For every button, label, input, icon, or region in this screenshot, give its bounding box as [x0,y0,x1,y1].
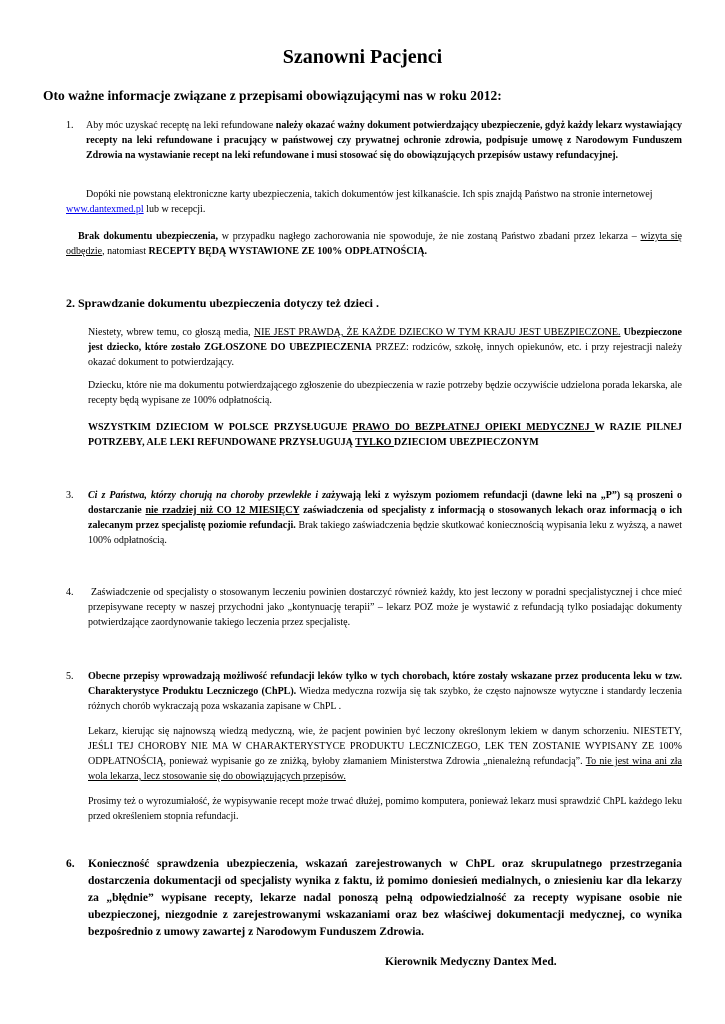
section-3-bold-text: żywają leki z wyższym poziomem refundacji (dawne leki na „P”) są proszeni o dostarczanie [88,490,682,516]
section-2-registration-text: PRZEZ: rodziców, szkołę, innych opiekunów, etc. i przy rejestracji należy okazać dokument to potwierdzający. [88,342,682,368]
section-1-emergency-text: w przypadku nagłego zachorowania nie spowoduje, że nie zostaną Państwo zbadani przez lekarza – [218,231,641,242]
signature: Kierownik Medyczny Dantex Med. [385,956,557,968]
section-5-paragraph-3: Prosimy też o wyrozumiałość, że wypisywanie recept może trwać dłużej, pomimo komputera, ponieważ lekarz musi sprawdzić ChPL każdego leku przed określeniem stopnia refundacji. [88,796,682,822]
section-3-bold-text-2: zaświadczenia od specjalisty z informacją o stosowanych lekach oraz informacją o ich zalecanym przez specjalistę poziomie refundacji. [88,505,683,531]
section-1-documents-text: Dopóki nie powstaną elektroniczne karty ubezpieczenia, takich dokumentów jest kilkanaście. Ich spis znajdą Państwo na stronie internetowej [86,189,653,200]
section-2-paragraph-3 [88,420,682,450]
section-6-number: 6. [66,858,75,870]
section-5-doctor-text: Lekarz, kierując się najnowszą wiedzą medyczną, wie, że pacjent powinien być leczony określonym lekiem w danym schorzeniu. NIESTETY, JEŚLI TEJ CHOROBY NIE MA W CHARAKTERYSTYCE PRODUKTU LECZNICZEGO, LEK TEN ZOSTANIE WYPISANY ZE 100% ODPŁATNOŚCIĄ, ponieważ wypisanie go ze zniżką, byłoby złamaniem Ministerstwa Zdrowia „nienależną refundacją”. [88,726,682,767]
insured-children-text: DZIECIOM UBEZPIECZONYM [393,437,539,448]
visit-underlined-text: wizyta się odbędzie [66,231,682,257]
section-5-text: Wiedza medyczna rozwija się tak szybko, że często najnowsze wytyczne i standardy leczenia różnych chorób wykraczają poza wskazania zapisane w ChPL . [88,686,682,712]
website-link[interactable]: www.dantexmed.pl [66,204,144,215]
section-1-reception-text: lub w recepcji. [143,204,206,215]
only-underlined: TYLKO [355,437,394,448]
section-2-urgent-text: W RAZIE PILNEJ POTRZEBY, ALE LEKI REFUNDOWANE PRZYSŁUGUJĄ [88,422,682,448]
section-1-paragraph [86,118,682,163]
section-2-paragraph-2: Dziecku, które nie ma dokumentu potwierdzającego zgłoszenie do ubezpieczenia w razie potrzeby będzie oczywiście udzielona porada lekarska, ale recepty będą wypisane ze 100% odpłatnością. [88,380,682,406]
section-2-bold-text: Ubezpieczone jest dziecko, które zostało ZGŁOSZONE DO UBEZPIECZENIA [88,327,682,353]
section-2-paragraph-1 [88,325,682,370]
section-4-paragraph: Zaświadczenie od specjalisty o stosowanym leczeniu powinien dostarczyć również każdy, kto jest leczony w poradni specjalistycznej i chce mieć przepisywane recepty w naszej przychodni jako „kontynuację terapii” – lekarz POZ może je wystawić z refundacją tylko posiadając dokumenty potwierdzające zaordynowanie takiego leczenia przez specjalistę. [88,587,682,628]
section-2-underlined-claim: NIE JEST PRAWDĄ, ŻE KAŻDE DZIECKO W TYM KRAJU JEST UBEZPIECZONE. [253,327,621,338]
full-payment-warning: RECEPTY BĘDĄ WYSTAWIONE ZE 100% ODPŁATNOŚCIĄ. [148,246,428,257]
section-3-number: 3. [66,490,74,501]
section-2-heading: 2. Sprawdzanie dokumentu ubezpieczenia dotyczy też dzieci . [66,296,379,310]
section-5-paragraph-1 [88,669,682,714]
section-1-paragraph-2 [66,187,682,202]
section-1-paragraph-3 [66,229,682,259]
section-1-paragraph-2-cont [66,202,682,217]
intro-heading: Oto ważne informacje związane z przepisami obowiązującymi nas w roku 2012: [43,88,502,103]
section-5-number: 5. [66,671,74,682]
section-5-bold-text: Obecne przepisy wprowadzają możliwość refundacji leków tylko w tych chorobach, które zostały wskazane przez producenta leku w tzw. Charakterystyce Produktu Leczniczego (ChPL). [88,671,682,697]
section-5-paragraph-2 [88,724,682,784]
section-3-italic-bold-text: Ci z Państwa, którzy chorują na choroby przewlekłe i za [88,490,332,501]
section-3-underlined-period: nie rzadziej niż CO 12 MIESIĘCY [145,505,300,516]
no-document-label: Brak dokumentu ubezpieczenia, [78,231,219,242]
section-1-however-text: , natomiast [102,246,149,257]
free-care-underlined: PRAWO DO BEZPŁATNEJ OPIEKI MEDYCZNEJ [352,422,595,433]
page-title: Szanowni Pacjenci [282,46,443,68]
section-5-underlined-text: To nie jest wina ani zła wola lekarza, lecz stosowanie się do obowiązujących przepisów. [88,756,682,782]
section-2-all-children-text: WSZYSTKIM DZIECIOM W POLSCE PRZYSŁUGUJE [88,422,353,433]
section-3-text: Brak takiego zaświadczenia będzie skutkować koniecznością wypisania leku z wyższą, a nawet 100% odpłatnością. [88,520,683,546]
section-2-media-text: Niestety, wbrew temu, co głoszą media, [88,327,254,338]
section-6-paragraph: Konieczność sprawdzenia ubezpieczenia, wskazań zarejestrowanych w ChPL oraz skrupulatnego przestrzegania dostarczenia dokumentacji od specjalisty wynika z faktu, iż pomimo doniesień medialnych, o zniesieniu kar dla lekarzy za „błędnie” wypisane recepty, lekarze nadal ponoszą pełną odpowiedzialność za recepty wypisane osobie nie ubezpieczonej, niezgodnie z zarejestrowanymi wskazaniami oraz bez właściwej dokumentacji medycznej, co wynika bezpośrednio z umowy zawartej z Narodowym Funduszem Zdrowia. [88,858,682,938]
section-4-number: 4. [66,587,74,598]
section-1-number: 1. [66,120,74,131]
section-1-bold-text: należy okazać ważny dokument potwierdzający ubezpieczenie, gdyż każdy lekarz wystawiający recepty na leki refundowane i pracujący w państwowej czy prywatnej ochronie zdrowia, podpisuje umowę z Narodowym Funduszem Zdrowia na wystawianie recept na leki refundowane i musi stosować się do obowiązujących przepisów ustawy refundacyjnej. [86,120,683,161]
section-1-text: Aby móc uzyskać receptę na leki refundowane [86,120,276,131]
section-3-paragraph [88,488,682,548]
